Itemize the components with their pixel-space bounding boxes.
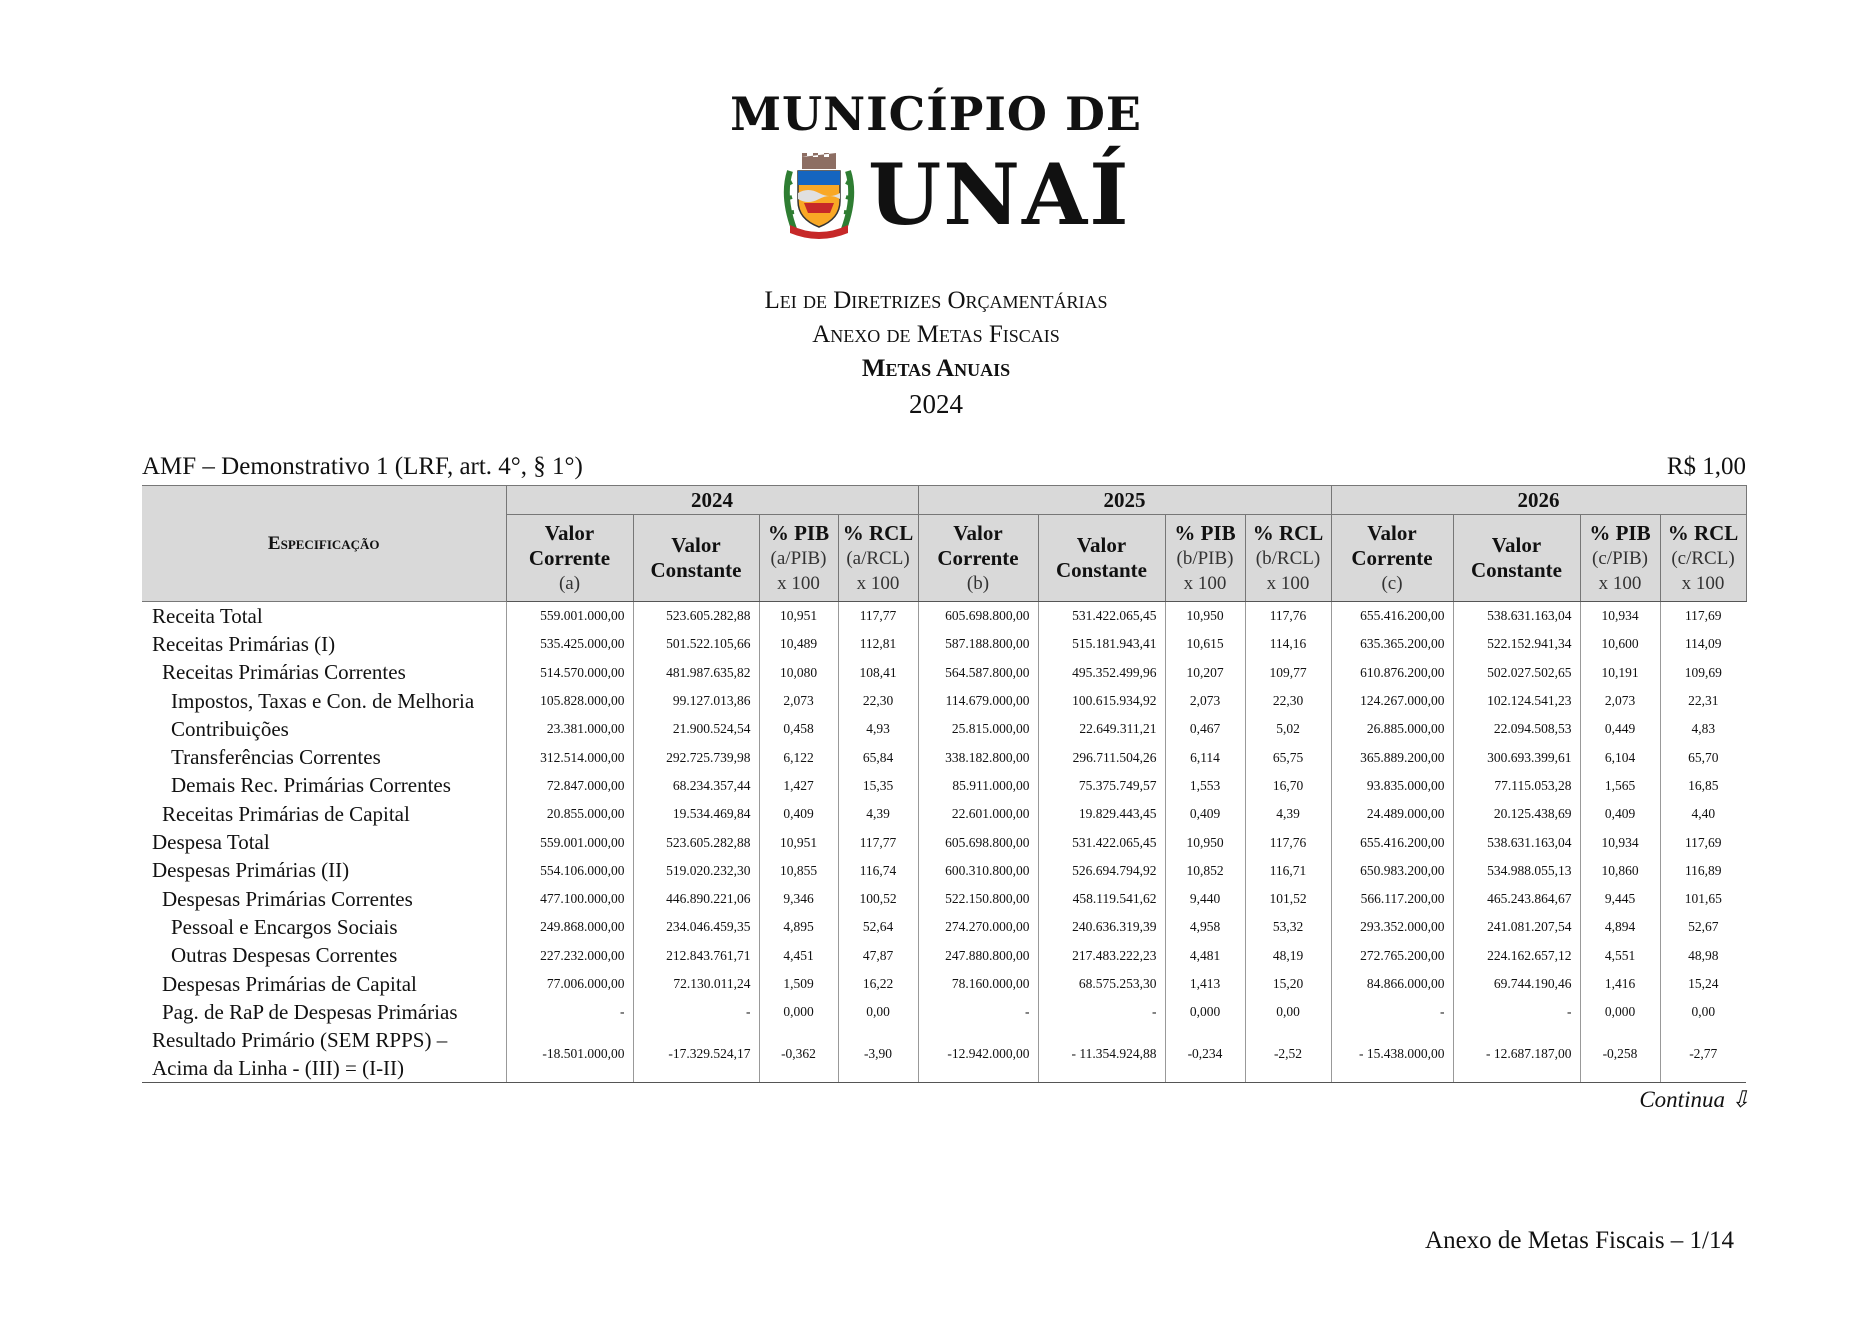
row-label: Receitas Primárias de Capital [162,801,410,826]
table-cell: 10,951 [759,828,838,856]
table-cell: 72.847.000,00 [506,772,633,800]
currency-unit: R$ 1,00 [1666,453,1746,480]
table-cell: 587.188.800,00 [918,630,1038,658]
table-cell: 117,77 [838,602,918,631]
row-label: Despesas Primárias (II) [152,858,350,883]
row-label: Despesa Total [152,830,270,855]
table-cell: -0,258 [1580,1026,1660,1083]
table-cell: 109,77 [1245,659,1331,687]
table-cell: 10,950 [1165,602,1245,631]
year-header: 2024 [506,486,918,515]
row-label: Pag. de RaP de Despesas Primárias [162,999,458,1024]
year-header: 2025 [918,486,1331,515]
table-cell: 526.694.794,92 [1038,857,1165,885]
table-cell: 274.270.000,00 [918,913,1038,941]
table-cell: 21.900.524,54 [633,715,759,743]
table-cell: 102.124.541,23 [1453,687,1580,715]
table-cell: 249.868.000,00 [506,913,633,941]
table-cell: 24.489.000,00 [1331,800,1453,828]
table-cell: 0,409 [1580,800,1660,828]
table-cell: 650.983.200,00 [1331,857,1453,885]
table-cell: 85.911.000,00 [918,772,1038,800]
coat-of-arms-icon [780,151,858,239]
table-cell: 53,32 [1245,913,1331,941]
table-cell: 10,080 [759,659,838,687]
table-cell: 0,467 [1165,715,1245,743]
heading-line-2: Anexo de Metas Fiscais [812,321,1060,348]
municipio-name: UNAÍ [868,145,1131,244]
table-cell: 224.162.657,12 [1453,942,1580,970]
table-cell: 655.416.200,00 [1331,828,1453,856]
table-row [142,857,1746,885]
table-cell: 108,41 [838,659,918,687]
table-cell: 605.698.800,00 [918,602,1038,631]
table-cell: 0,00 [1660,998,1746,1026]
table-cell: 20.855.000,00 [506,800,633,828]
table-cell: 212.843.761,71 [633,942,759,970]
table-cell: 93.835.000,00 [1331,772,1453,800]
table-cell: 84.866.000,00 [1331,970,1453,998]
table-cell: 2,073 [1580,687,1660,715]
column-header: % RCL (c/RCL) x 100 [1660,515,1746,602]
table-cell: 105.828.000,00 [506,687,633,715]
document-heading [0,284,1872,422]
table-cell: -12.942.000,00 [918,1026,1038,1083]
table-row [142,715,1746,743]
row-label: Impostos, Taxas e Con. de Melhoria [171,688,475,713]
table-cell: 10,852 [1165,857,1245,885]
table-cell: 77.115.053,28 [1453,772,1580,800]
continua-note: Continua ⇩ [1639,1087,1750,1112]
table-cell: 538.631.163,04 [1453,828,1580,856]
column-header: Valor Constante [1038,515,1165,602]
table-cell: 116,89 [1660,857,1746,885]
table-cell: 22,31 [1660,687,1746,715]
table-cell: 272.765.200,00 [1331,942,1453,970]
table-cell: - [1331,998,1453,1026]
table-cell: 605.698.800,00 [918,828,1038,856]
table-cell: 10,950 [1165,828,1245,856]
table-cell: -3,90 [838,1026,918,1083]
table-row [142,659,1746,687]
table-cell: 515.181.943,41 [1038,630,1165,658]
table-cell: 217.483.222,23 [1038,942,1165,970]
column-header: Valor Constante [1453,515,1580,602]
table-cell: 48,19 [1245,942,1331,970]
table-cell: 531.422.065,45 [1038,602,1165,631]
table-cell: - [918,998,1038,1026]
table-cell: 15,24 [1660,970,1746,998]
table-cell: 5,02 [1245,715,1331,743]
table-cell: 296.711.504,26 [1038,743,1165,771]
table-cell: - [1038,998,1165,1026]
table-cell: 1,553 [1165,772,1245,800]
table-cell: 0,000 [1580,998,1660,1026]
table-row [142,998,1746,1026]
table-row-resultado [142,1026,1746,1083]
table-cell: 52,64 [838,913,918,941]
table-cell: 312.514.000,00 [506,743,633,771]
table-cell: 365.889.200,00 [1331,743,1453,771]
table-cell: 1,413 [1165,970,1245,998]
table-cell: 16,85 [1660,772,1746,800]
table-cell: 20.125.438,69 [1453,800,1580,828]
table-cell: 22,30 [838,687,918,715]
table-cell: 534.988.055,13 [1453,857,1580,885]
table-cell: 655.416.200,00 [1331,602,1453,631]
municipality-title [0,88,1872,140]
table-cell: 117,77 [838,828,918,856]
table-cell: 99.127.013,86 [633,687,759,715]
table-cell: 502.027.502,65 [1453,659,1580,687]
table-cell: 15,20 [1245,970,1331,998]
table-cell: 116,71 [1245,857,1331,885]
table-cell: -0,362 [759,1026,838,1083]
table-cell: 16,22 [838,970,918,998]
table-row [142,885,1746,913]
table-cell: 114,16 [1245,630,1331,658]
table-cell: 554.106.000,00 [506,857,633,885]
table-cell: 124.267.000,00 [1331,687,1453,715]
table-row [142,942,1746,970]
table-cell: 22.649.311,21 [1038,715,1165,743]
table-cell: 535.425.000,00 [506,630,633,658]
heading-line-1: Lei de Diretrizes Orçamentárias [764,287,1108,314]
table-cell: 538.631.163,04 [1453,602,1580,631]
column-header: % PIB (b/PIB) x 100 [1165,515,1245,602]
table-cell: 10,489 [759,630,838,658]
table-cell: 2,073 [1165,687,1245,715]
table-cell: 4,39 [1245,800,1331,828]
table-row [142,630,1746,658]
table-cell: - 15.438.000,00 [1331,1026,1453,1083]
table-cell: 75.375.749,57 [1038,772,1165,800]
table-cell: 16,70 [1245,772,1331,800]
table-cell: -0,234 [1165,1026,1245,1083]
table-cell: 247.880.800,00 [918,942,1038,970]
table-cell: 26.885.000,00 [1331,715,1453,743]
table-cell: 1,427 [759,772,838,800]
table-cell: 519.020.232,30 [633,857,759,885]
table-cell: 116,74 [838,857,918,885]
table-cell: 65,75 [1245,743,1331,771]
table-row [142,913,1746,941]
table-cell: 100.615.934,92 [1038,687,1165,715]
row-label: Pessoal e Encargos Sociais [171,914,398,939]
table-cell: 9,445 [1580,885,1660,913]
table-cell: 446.890.221,06 [633,885,759,913]
table-cell: 69.744.190,46 [1453,970,1580,998]
table-cell: -18.501.000,00 [506,1026,633,1083]
table-cell: 78.160.000,00 [918,970,1038,998]
table-cell: 9,346 [759,885,838,913]
table-cell: 10,934 [1580,828,1660,856]
table-cell: 109,69 [1660,659,1746,687]
row-label: Despesas Primárias de Capital [162,971,417,996]
table-cell: 112,81 [838,630,918,658]
table-cell: 52,67 [1660,913,1746,941]
heading-line-3: Metas Anuais [861,355,1011,382]
table-cell: 22.601.000,00 [918,800,1038,828]
table-cell: 0,00 [838,998,918,1026]
table-cell: 4,39 [838,800,918,828]
column-header: Valor Corrente (a) [506,515,633,602]
row-label: Contribuições [171,716,289,741]
metas-anuais-table [142,485,1747,1083]
table-cell: 0,458 [759,715,838,743]
table-cell: -2,77 [1660,1026,1746,1083]
table-cell: 77.006.000,00 [506,970,633,998]
table-cell: 22.094.508,53 [1453,715,1580,743]
year-header: 2026 [1331,486,1746,515]
table-cell: 23.381.000,00 [506,715,633,743]
table-cell: 635.365.200,00 [1331,630,1453,658]
table-cell: 72.130.011,24 [633,970,759,998]
table-cell: 9,440 [1165,885,1245,913]
table-cell: 114,09 [1660,630,1746,658]
table-cell: 1,565 [1580,772,1660,800]
table-cell: 0,409 [1165,800,1245,828]
table-cell: 338.182.800,00 [918,743,1038,771]
table-cell: - 12.687.187,00 [1453,1026,1580,1083]
table-cell: 241.081.207,54 [1453,913,1580,941]
table-cell: 234.046.459,35 [633,913,759,941]
table-cell: 531.422.065,45 [1038,828,1165,856]
table-cell: 559.001.000,00 [506,602,633,631]
column-header: Valor Constante [633,515,759,602]
table-cell: 477.100.000,00 [506,885,633,913]
table-cell: 0,00 [1245,998,1331,1026]
table-cell: 0,000 [1165,998,1245,1026]
table-cell: 4,451 [759,942,838,970]
table-cell: 101,65 [1660,885,1746,913]
table-cell: 10,934 [1580,602,1660,631]
table-cell: 48,98 [1660,942,1746,970]
table-cell: 4,83 [1660,715,1746,743]
table-cell: 4,895 [759,913,838,941]
table-row [142,772,1746,800]
table-cell: 240.636.319,39 [1038,913,1165,941]
table-cell: 1,509 [759,970,838,998]
table-row [142,800,1746,828]
table-cell: 4,93 [838,715,918,743]
table-cell: 564.587.800,00 [918,659,1038,687]
table-cell: 10,951 [759,602,838,631]
heading-year: 2024 [909,389,963,419]
table-cell: 566.117.200,00 [1331,885,1453,913]
table-row [142,828,1746,856]
table-cell: 4,40 [1660,800,1746,828]
table-cell: 292.725.739,98 [633,743,759,771]
table-cell: 65,84 [838,743,918,771]
table-cell: 1,416 [1580,970,1660,998]
table-cell: - [1453,998,1580,1026]
table-cell: 4,481 [1165,942,1245,970]
table-cell: 15,35 [838,772,918,800]
table-cell: 117,69 [1660,828,1746,856]
column-header: % RCL (a/RCL) x 100 [838,515,918,602]
table-cell: 47,87 [838,942,918,970]
table-cell: 117,69 [1660,602,1746,631]
row-label: Receitas Primárias Correntes [162,660,406,685]
table-cell: 481.987.635,82 [633,659,759,687]
table-cell: 6,104 [1580,743,1660,771]
table-cell: 2,073 [759,687,838,715]
table-cell: -17.329.524,17 [633,1026,759,1083]
column-header: Valor Corrente (b) [918,515,1038,602]
row-label: Receita Total [152,603,263,628]
table-cell: 117,76 [1245,828,1331,856]
table-cell: 101,52 [1245,885,1331,913]
municipio-label: MUNICÍPIO DE [730,87,1142,141]
row-label: Resultado Primário (SEM RPPS) – Acima da Linha - (III) = (I-II) [142,1026,506,1083]
row-label: Receitas Primárias (I) [152,631,336,656]
table-cell: 4,958 [1165,913,1245,941]
table-cell: 293.352.000,00 [1331,913,1453,941]
table-cell: 4,551 [1580,942,1660,970]
table-cell: -2,52 [1245,1026,1331,1083]
table-cell: 10,860 [1580,857,1660,885]
table-cell: - [506,998,633,1026]
table-cell: 523.605.282,88 [633,602,759,631]
table-cell: 100,52 [838,885,918,913]
table-cell: - 11.354.924,88 [1038,1026,1165,1083]
table-row [142,687,1746,715]
column-header: % PIB (c/PIB) x 100 [1580,515,1660,602]
table-cell: 65,70 [1660,743,1746,771]
table-cell: 0,000 [759,998,838,1026]
table-cell: 600.310.800,00 [918,857,1038,885]
table-body [142,602,1746,1083]
column-header: Valor Corrente (c) [1331,515,1453,602]
table-cell: 559.001.000,00 [506,828,633,856]
row-label: Transferências Correntes [171,745,381,770]
row-label: Outras Despesas Correntes [171,943,398,968]
table-cell: 22,30 [1245,687,1331,715]
row-label: Demais Rec. Primárias Correntes [171,773,451,798]
table-cell: 10,191 [1580,659,1660,687]
table-row [142,602,1746,631]
table-cell: 114.679.000,00 [918,687,1038,715]
table-cell: - [633,998,759,1026]
table-cell: 10,207 [1165,659,1245,687]
table-row [142,970,1746,998]
table-cell: 501.522.105,66 [633,630,759,658]
table-cell: 522.152.941,34 [1453,630,1580,658]
table-cell: 10,615 [1165,630,1245,658]
column-header: % PIB (a/PIB) x 100 [759,515,838,602]
table-cell: 6,114 [1165,743,1245,771]
table-cell: 522.150.800,00 [918,885,1038,913]
table-cell: 458.119.541,62 [1038,885,1165,913]
table-cell: 300.693.399,61 [1453,743,1580,771]
table-cell: 465.243.864,67 [1453,885,1580,913]
table-cell: 68.575.253,30 [1038,970,1165,998]
year-header-row [142,486,1746,515]
table-cell: 610.876.200,00 [1331,659,1453,687]
table-cell: 495.352.499,96 [1038,659,1165,687]
table-cell: 523.605.282,88 [633,828,759,856]
municipality-brand [780,145,1131,244]
table-cell: 10,855 [759,857,838,885]
table-cell: 19.829.443,45 [1038,800,1165,828]
table-cell: 0,409 [759,800,838,828]
table-cell: 19.534.469,84 [633,800,759,828]
table-row [142,743,1746,771]
row-label: Despesas Primárias Correntes [162,886,413,911]
table-cell: 227.232.000,00 [506,942,633,970]
demonstrativo-label: AMF – Demonstrativo 1 (LRF, art. 4°, § 1°) [142,453,583,480]
table-cell: 514.570.000,00 [506,659,633,687]
table-cell: 4,894 [1580,913,1660,941]
column-header: % RCL (b/RCL) x 100 [1245,515,1331,602]
table-cell: 68.234.357,44 [633,772,759,800]
table-cell: 117,76 [1245,602,1331,631]
spec-header: Especificação [142,486,506,602]
table-cell: 25.815.000,00 [918,715,1038,743]
table-cell: 6,122 [759,743,838,771]
table-cell: 0,449 [1580,715,1660,743]
page-footer: Anexo de Metas Fiscais – 1/14 [1425,1227,1734,1254]
table-cell: 10,600 [1580,630,1660,658]
